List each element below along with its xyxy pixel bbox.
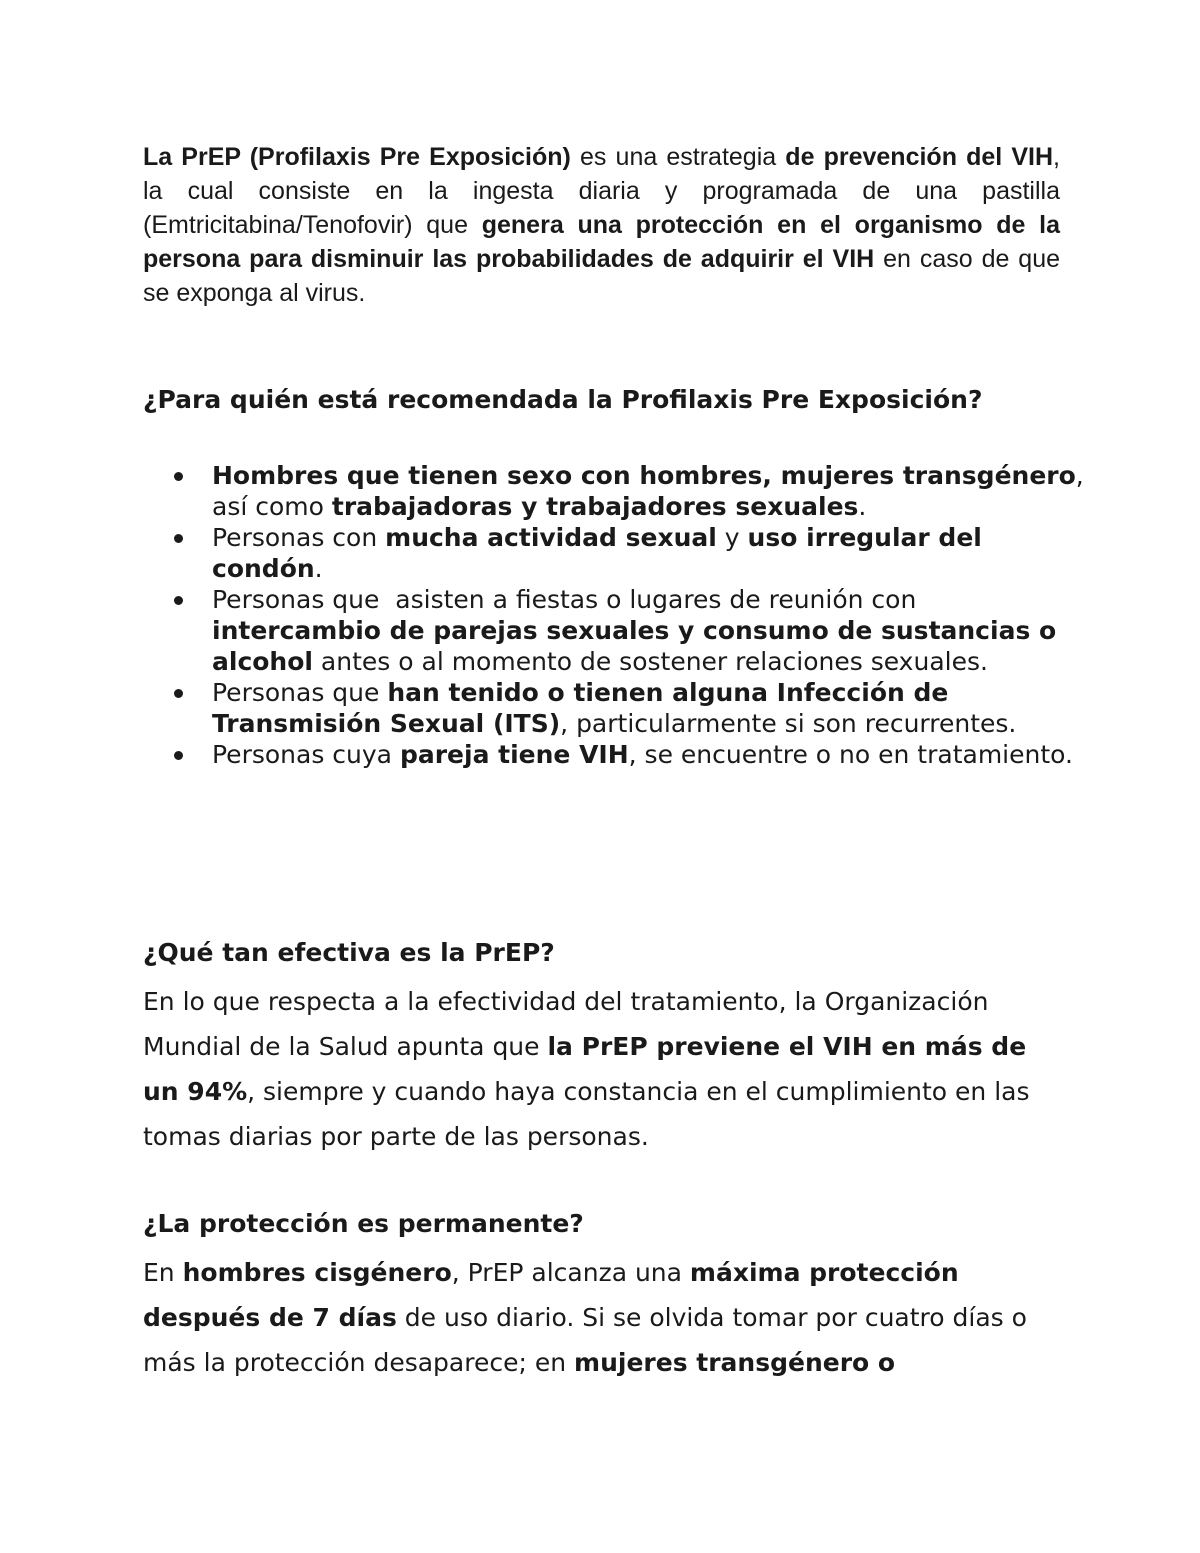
list-item-text: Personas con: [212, 523, 386, 552]
list-item-text: Personas que asisten a fiestas o lugares de reunión con: [212, 585, 925, 614]
paragraph-text: de uso diario. Si se olvida tomar por cuatro días o más la protección desaparece; en: [143, 1303, 1027, 1377]
intro-paragraph: [143, 140, 1060, 310]
list-item-bold: pareja tiene VIH: [399, 740, 629, 769]
heading-permanente: ¿La protección es permanente?: [143, 1209, 584, 1238]
list-item-bold: uso irregular del condón: [212, 523, 982, 583]
list-item-text: , se encuentre o no en tratamiento.: [628, 740, 1073, 769]
paragraph-text: En: [143, 1258, 183, 1287]
list-item-bold: mucha actividad sexual: [385, 523, 717, 552]
intro-text: en caso de que se exponga al virus.: [143, 245, 1061, 307]
intro-bold-prep: La PrEP (Profilaxis Pre Exposición): [143, 143, 571, 171]
list-item-text: , particularmente si son recurrentes.: [560, 709, 1017, 738]
paragraph-bold: hombres cisgénero: [182, 1258, 452, 1287]
list-item-bold: trabajadoras y trabajadores sexuales: [331, 492, 859, 521]
intro-bold-prevencion: de prevención del VIH: [785, 143, 1054, 171]
list-item: [212, 460, 1092, 522]
paragraph-bold: la PrEP previene el VIH en más de un 94%: [143, 1032, 1027, 1106]
list-item-bold: intercambio de parejas sexuales y consumo de sustancias o alcohol: [212, 616, 1057, 676]
efectiva-paragraph: [143, 979, 1060, 1159]
list-item-text: y: [716, 523, 748, 552]
paragraph-text: , PrEP alcanza una: [451, 1258, 690, 1287]
list-item-text: .: [858, 492, 867, 521]
permanente-paragraph: [143, 1250, 1060, 1385]
paragraph-text: En lo que respecta a la efectividad del tratamiento, la Organización Mundial de la Salud apunta que: [143, 987, 989, 1061]
list-item-text: Personas cuya: [212, 740, 400, 769]
heading-efectiva: ¿Qué tan efectiva es la PrEP?: [143, 938, 555, 967]
list-item-bold: Hombres que tienen sexo con hombres, mujeres transgénero: [212, 461, 1076, 490]
list-item: [212, 584, 1092, 677]
paragraph-bold: máxima protección después de 7 días: [143, 1258, 959, 1332]
heading-recomendada: ¿Para quién está recomendada la Profilaxis Pre Exposición?: [143, 385, 983, 414]
intro-text: es una estrategia: [570, 143, 786, 171]
list-item-bold: han tenido o tienen alguna Infección de Transmisión Sexual (ITS): [212, 678, 949, 738]
document-page: [143, 140, 1084, 1377]
paragraph-text: , siempre y cuando haya constancia en el cumplimiento en las tomas diarias por parte de las personas.: [143, 1077, 1030, 1151]
list-item-text: , así como: [212, 461, 1084, 521]
intro-bold-proteccion: genera una protección en el organismo de la persona para disminuir las probabilidades de adquirir el VIH: [143, 211, 1060, 273]
list-item-text: .: [314, 554, 323, 583]
list-item: [212, 677, 1092, 739]
list-item: [212, 522, 1092, 584]
list-item-text: antes o al momento de sostener relaciones sexuales.: [312, 647, 988, 676]
intro-text: , la cual consiste en la ingesta diaria y programada de una pastilla (Emtricitabina/Tenofovir) que: [143, 143, 1060, 239]
recommendation-list: [143, 460, 1092, 770]
list-item: [212, 739, 1092, 770]
list-item-text: Personas que: [212, 678, 388, 707]
paragraph-bold: mujeres transgénero o: [574, 1348, 896, 1377]
